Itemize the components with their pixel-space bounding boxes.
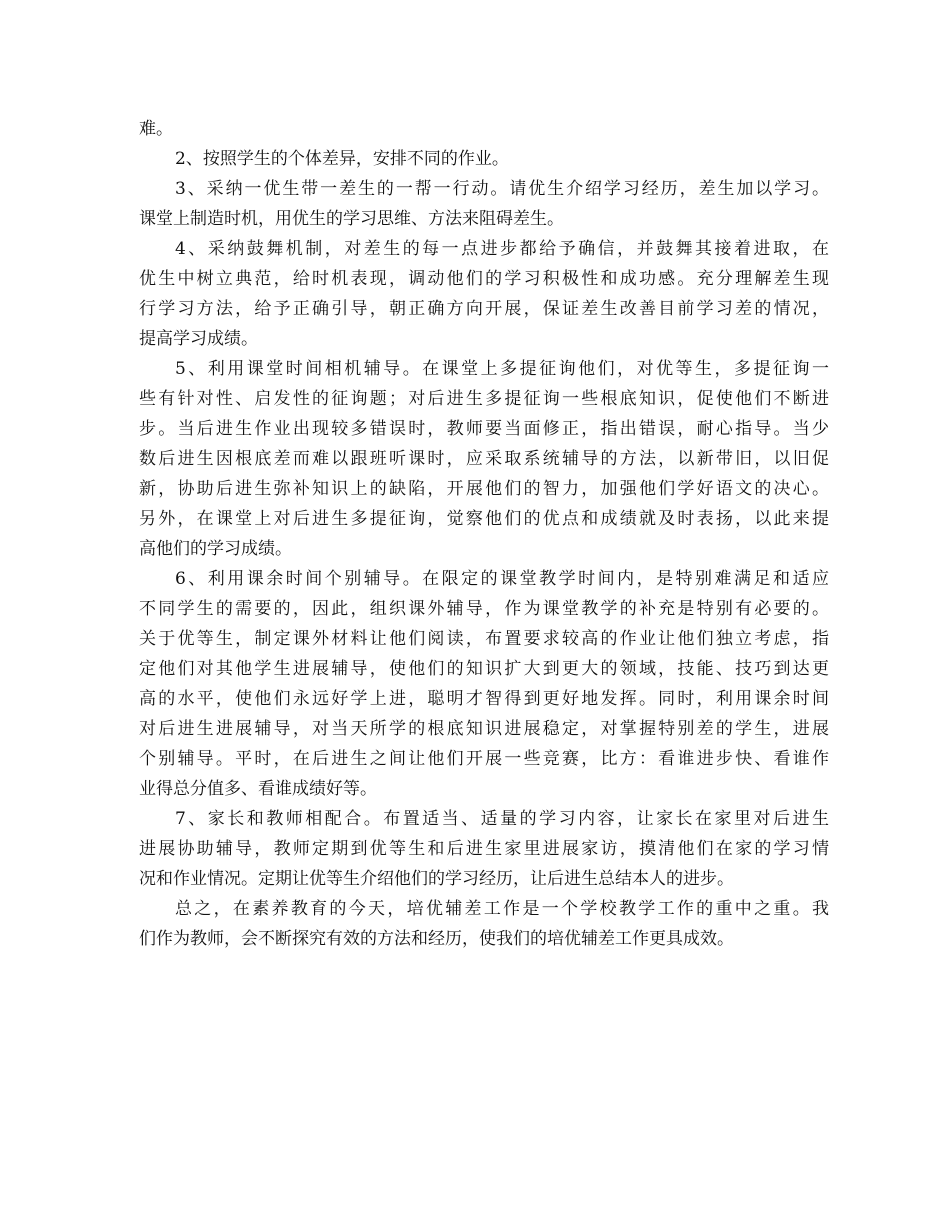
paragraph-7: [139, 894, 829, 954]
text-line: 7、家长和教师相配合。布置适当、适量的学习内容，让家长在家里对后进生: [175, 809, 829, 829]
paragraph-5: [139, 564, 829, 804]
text-line: 些有针对性、启发性的征询题；对后进生多提征询一些根底知识，促使他们不断进: [139, 389, 829, 409]
document-body: [139, 114, 829, 954]
text-line: 们作为教师，会不断探究有效的方法和经历，使我们的培优辅差工作更具成效。: [139, 929, 734, 949]
text-line: 提高学习成绩。: [139, 329, 258, 349]
paragraph-3: [139, 234, 829, 354]
paragraph-1: [139, 144, 829, 174]
text-line: 高他们的学习成绩。: [139, 539, 292, 559]
text-line: 定他们对其他学生进展辅导，使他们的知识扩大到更大的领域，技能、技巧到达更: [139, 659, 829, 679]
text-line: 4、采纳鼓舞机制，对差生的每一点进步都给予确信，并鼓舞其接着进取，在: [175, 239, 829, 259]
text-line: 进展协助辅导，教师定期到优等生和后进生家里进展家访，摸清他们在家的学习情: [139, 839, 829, 859]
paragraph-6: [139, 804, 829, 894]
text-line: 难。: [139, 119, 173, 139]
text-line: 另外，在课堂上对后进生多提征询，觉察他们的优点和成绩就及时表扬，以此来提: [139, 509, 829, 529]
text-line: 况和作业情况。定期让优等生介绍他们的学习经历，让后进生总结本人的进步。: [139, 869, 734, 889]
text-line: 课堂上制造时机，用优生的学习思维、方法来阻碍差生。: [139, 209, 564, 229]
text-line: 步。当后进生作业出现较多错误时，教师要当面修正，指出错误，耐心指导。当少: [139, 419, 829, 439]
text-line: 2、按照学生的个体差异，安排不同的作业。: [175, 149, 509, 169]
paragraph-4: [139, 354, 829, 564]
text-line: 业得总分值多、看谁成绩好等。: [139, 779, 377, 799]
text-line: 5、利用课堂时间相机辅导。在课堂上多提征询他们，对优等生，多提征询一: [175, 359, 829, 379]
text-line: 个别辅导。平时，在后进生之间让他们开展一些竞赛，比方：看谁进步快、看谁作: [139, 749, 829, 769]
text-line: 优生中树立典范，给时机表现，调动他们的学习积极性和成功感。充分理解差生现: [139, 269, 829, 289]
paragraph-2: [139, 174, 829, 234]
text-line: 总之，在素养教育的今天，培优辅差工作是一个学校教学工作的重中之重。我: [175, 899, 829, 919]
text-line: 数后进生因根底差而难以跟班听课时，应采取系统辅导的方法，以新带旧，以旧促: [139, 449, 829, 469]
text-line: 不同学生的需要的，因此，组织课外辅导，作为课堂教学的补充是特别有必要的。: [139, 599, 829, 619]
text-line: 3、采纳一优生带一差生的一帮一行动。请优生介绍学习经历，差生加以学习。: [175, 179, 829, 199]
text-line: 新，协助后进生弥补知识上的缺陷，开展他们的智力，加强他们学好语文的决心。: [139, 479, 829, 499]
text-line: 对后进生进展辅导，对当天所学的根底知识进展稳定，对掌握特别差的学生，进展: [139, 719, 829, 739]
text-line: 行学习方法，给予正确引导，朝正确方向开展，保证差生改善目前学习差的情况，: [139, 299, 829, 319]
text-line: 关于优等生，制定课外材料让他们阅读，布置要求较高的作业让他们独立考虑，指: [139, 629, 829, 649]
text-line: 高的水平，使他们永远好学上进，聪明才智得到更好地发挥。同时，利用课余时间: [139, 689, 829, 709]
text-line: 6、利用课余时间个别辅导。在限定的课堂教学时间内，是特别难满足和适应: [175, 569, 829, 589]
paragraph-0: [139, 114, 829, 144]
